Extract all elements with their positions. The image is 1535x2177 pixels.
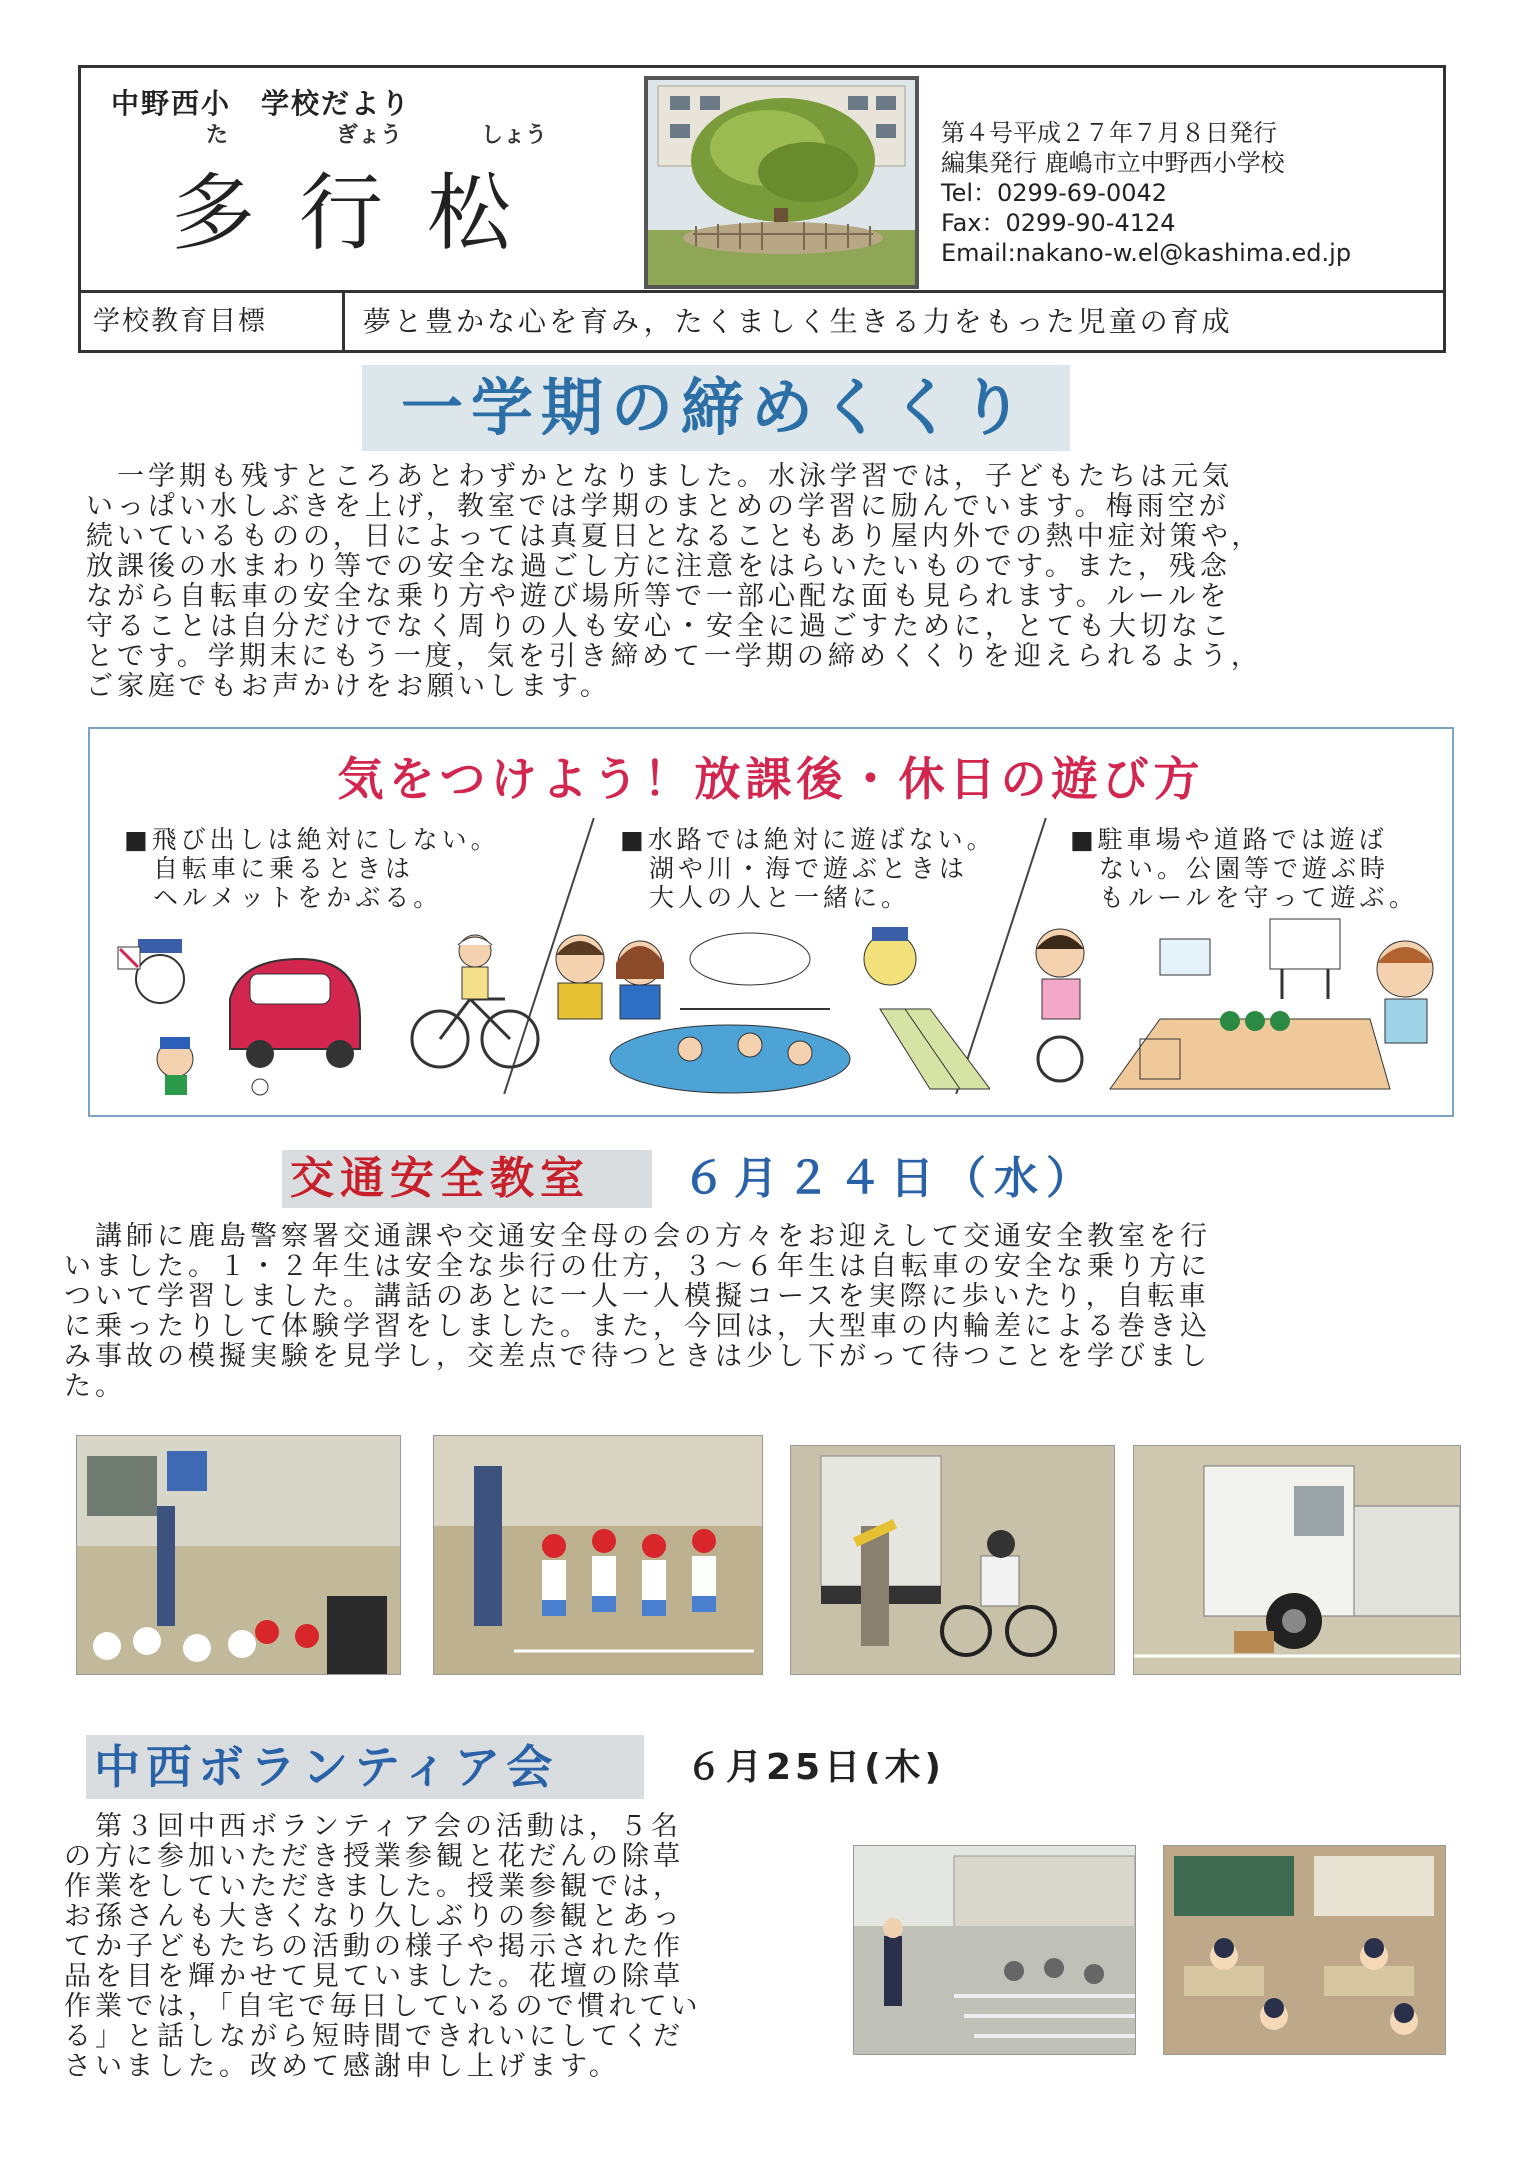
education-goal-row (78, 293, 1446, 353)
masthead (78, 65, 1446, 293)
volunteer-line: る」と話しながら短時間できれいにしてくだ (64, 2021, 684, 2052)
officer-scene (77, 1436, 400, 1674)
term-end-line: 続いているものの，日によっては真夏日となることもあり屋内外での熱中症対策や， (86, 521, 1263, 552)
play-safety-title: 気をつけよう！放課後・休日の遊び方 (337, 752, 1205, 806)
term-end-line: 一学期も残すところあとわずかとなりました。水泳学習では，子どもたちは元気 (86, 461, 1233, 492)
term-end-line: いっぱい水しぶきを上げ，教室では学期のまとめの学習に励んでいます。梅雨空が (86, 491, 1230, 522)
title-ruby-2: ぎょう (336, 123, 403, 148)
volunteer-line: さいました。改めて感謝申し上げます。 (64, 2051, 620, 2082)
volunteer-line: 作業では，「自宅で毎日しているので慣れてい (64, 1991, 702, 2022)
volunteer-line: てか子どもたちの活動の様子や掲示された作 (64, 1931, 684, 1962)
term-end-paragraph (86, 462, 1466, 702)
term-end-line: ご家庭でもお声かけをお願いします。 (86, 671, 611, 702)
car-bicycle-illustration (110, 929, 540, 1099)
volunteer-photo-classroom (1163, 1845, 1446, 2055)
pine-tree-photo (644, 76, 919, 289)
education-goal-label: 学校教育目標 (81, 293, 345, 350)
volunteer-title: 中西ボランティア会 (94, 1740, 559, 1794)
newsletter-title: 多行松 (171, 164, 556, 262)
volunteer-photo-weeding (853, 1845, 1136, 2055)
traffic-line: た。 (64, 1371, 126, 1402)
issue-line: 第４号平成２７年７月８日発行 (941, 119, 1277, 147)
tel-line: Tel：0299-69-0042 (941, 179, 1168, 207)
volunteer-line: 作業をしていただきました。授業参観では， (64, 1871, 684, 1902)
weeding-scene (854, 1846, 1135, 2054)
email-line[interactable]: Email:nakano-w.el@kashima.ed.jp (941, 239, 1352, 267)
park-rules-illustration (1010, 909, 1450, 1104)
volunteer-paragraph (64, 1812, 864, 2082)
traffic-photo-walking (433, 1435, 763, 1675)
volunteer-line: の方に参加いただき授業参観と花だんの除草 (64, 1841, 684, 1872)
traffic-safety-date: ６月２４日（水） (682, 1153, 1098, 1204)
rule-bicycle-helmet: ■飛び出しは絶対にしない。 自転車に乗るときは ヘルメットをかぶる。 (124, 825, 500, 912)
traffic-line: 講師に鹿島警察署交通課や交通安全母の会の方々をお迎えして交通安全教室を行 (64, 1221, 1211, 1252)
traffic-line: み事故の模擬実験を見学し，交差点で待つときは少し下がって待つことを学びまし (64, 1341, 1211, 1372)
term-end-headline: 一学期の締めくくり (400, 371, 1031, 444)
rule-waterway: ■水路では絶対に遊ばない。 湖や川・海で遊ぶときは 大人の人と一緒に。 (620, 825, 996, 912)
rule-parking-road: ■駐車場や道路では遊ば ない。公園等で遊ぶ時 もルールを守って遊ぶ。 (1070, 825, 1419, 912)
fax-line: Fax：0299-90-4124 (941, 209, 1176, 237)
walking-scene (434, 1436, 762, 1674)
volunteer-line: 品を目を輝かせて見ていました。花壇の除草 (64, 1961, 684, 1992)
title-ruby-1: た (206, 123, 229, 148)
classroom-scene (1164, 1846, 1445, 2054)
volunteer-line: 第３回中西ボランティア会の活動は，５名 (64, 1811, 682, 1842)
publication-info (941, 118, 1351, 268)
term-end-line: 放課後の水まわり等での安全な過ごし方に注意をはらいたいものです。また，残念 (86, 551, 1231, 582)
bicycle-scene (791, 1446, 1114, 1674)
pine-tree-illustration (648, 80, 915, 285)
traffic-safety-paragraph (64, 1222, 1464, 1402)
traffic-line: に乗ったりして体験学習をしました。また，今回は，大型車の内輪差による巻き込 (64, 1311, 1211, 1342)
term-end-line: 守ることは自分だけでなく周りの人も安心・安全に過ごすために，とても大切なこ (86, 611, 1233, 642)
traffic-photo-truck (1133, 1445, 1461, 1675)
term-end-line: とです。学期末にもう一度，気を引き締めて一学期の締めくくりを迎えられるよう， (86, 641, 1262, 672)
term-end-line: ながら自転車の安全な乗り方や遊び場所等で一部心配な面も見られます。ルールを (86, 581, 1231, 612)
water-safety-illustration (550, 919, 990, 1099)
truck-scene (1134, 1446, 1460, 1674)
traffic-line: ついて学習しました。講話のあとに一人一人模擬コースを実際に歩いたり，自転車 (64, 1281, 1210, 1312)
traffic-line: いました。１・２年生は安全な歩行の仕方，３～６年生は自転車の安全な乗り方に (64, 1251, 1211, 1282)
education-goal-text: 夢と豊かな心を育み，たくましく生きる力をもった児童の育成 (363, 305, 1233, 338)
publisher-line: 編集発行 鹿嶋市立中野西小学校 (941, 149, 1285, 177)
volunteer-date: ６月25日(木) (686, 1747, 946, 1788)
volunteer-line: お孫さんも大きくなり久しぶりの参観とあっ (64, 1901, 684, 1932)
title-ruby-3: しょう (481, 123, 548, 148)
newsletter-subtitle: 中野西小 学校だより (111, 87, 412, 120)
play-safety-box (88, 727, 1454, 1117)
traffic-photo-officer (76, 1435, 401, 1675)
traffic-photo-bicycle (790, 1445, 1115, 1675)
traffic-safety-title: 交通安全教室 (290, 1153, 590, 1204)
